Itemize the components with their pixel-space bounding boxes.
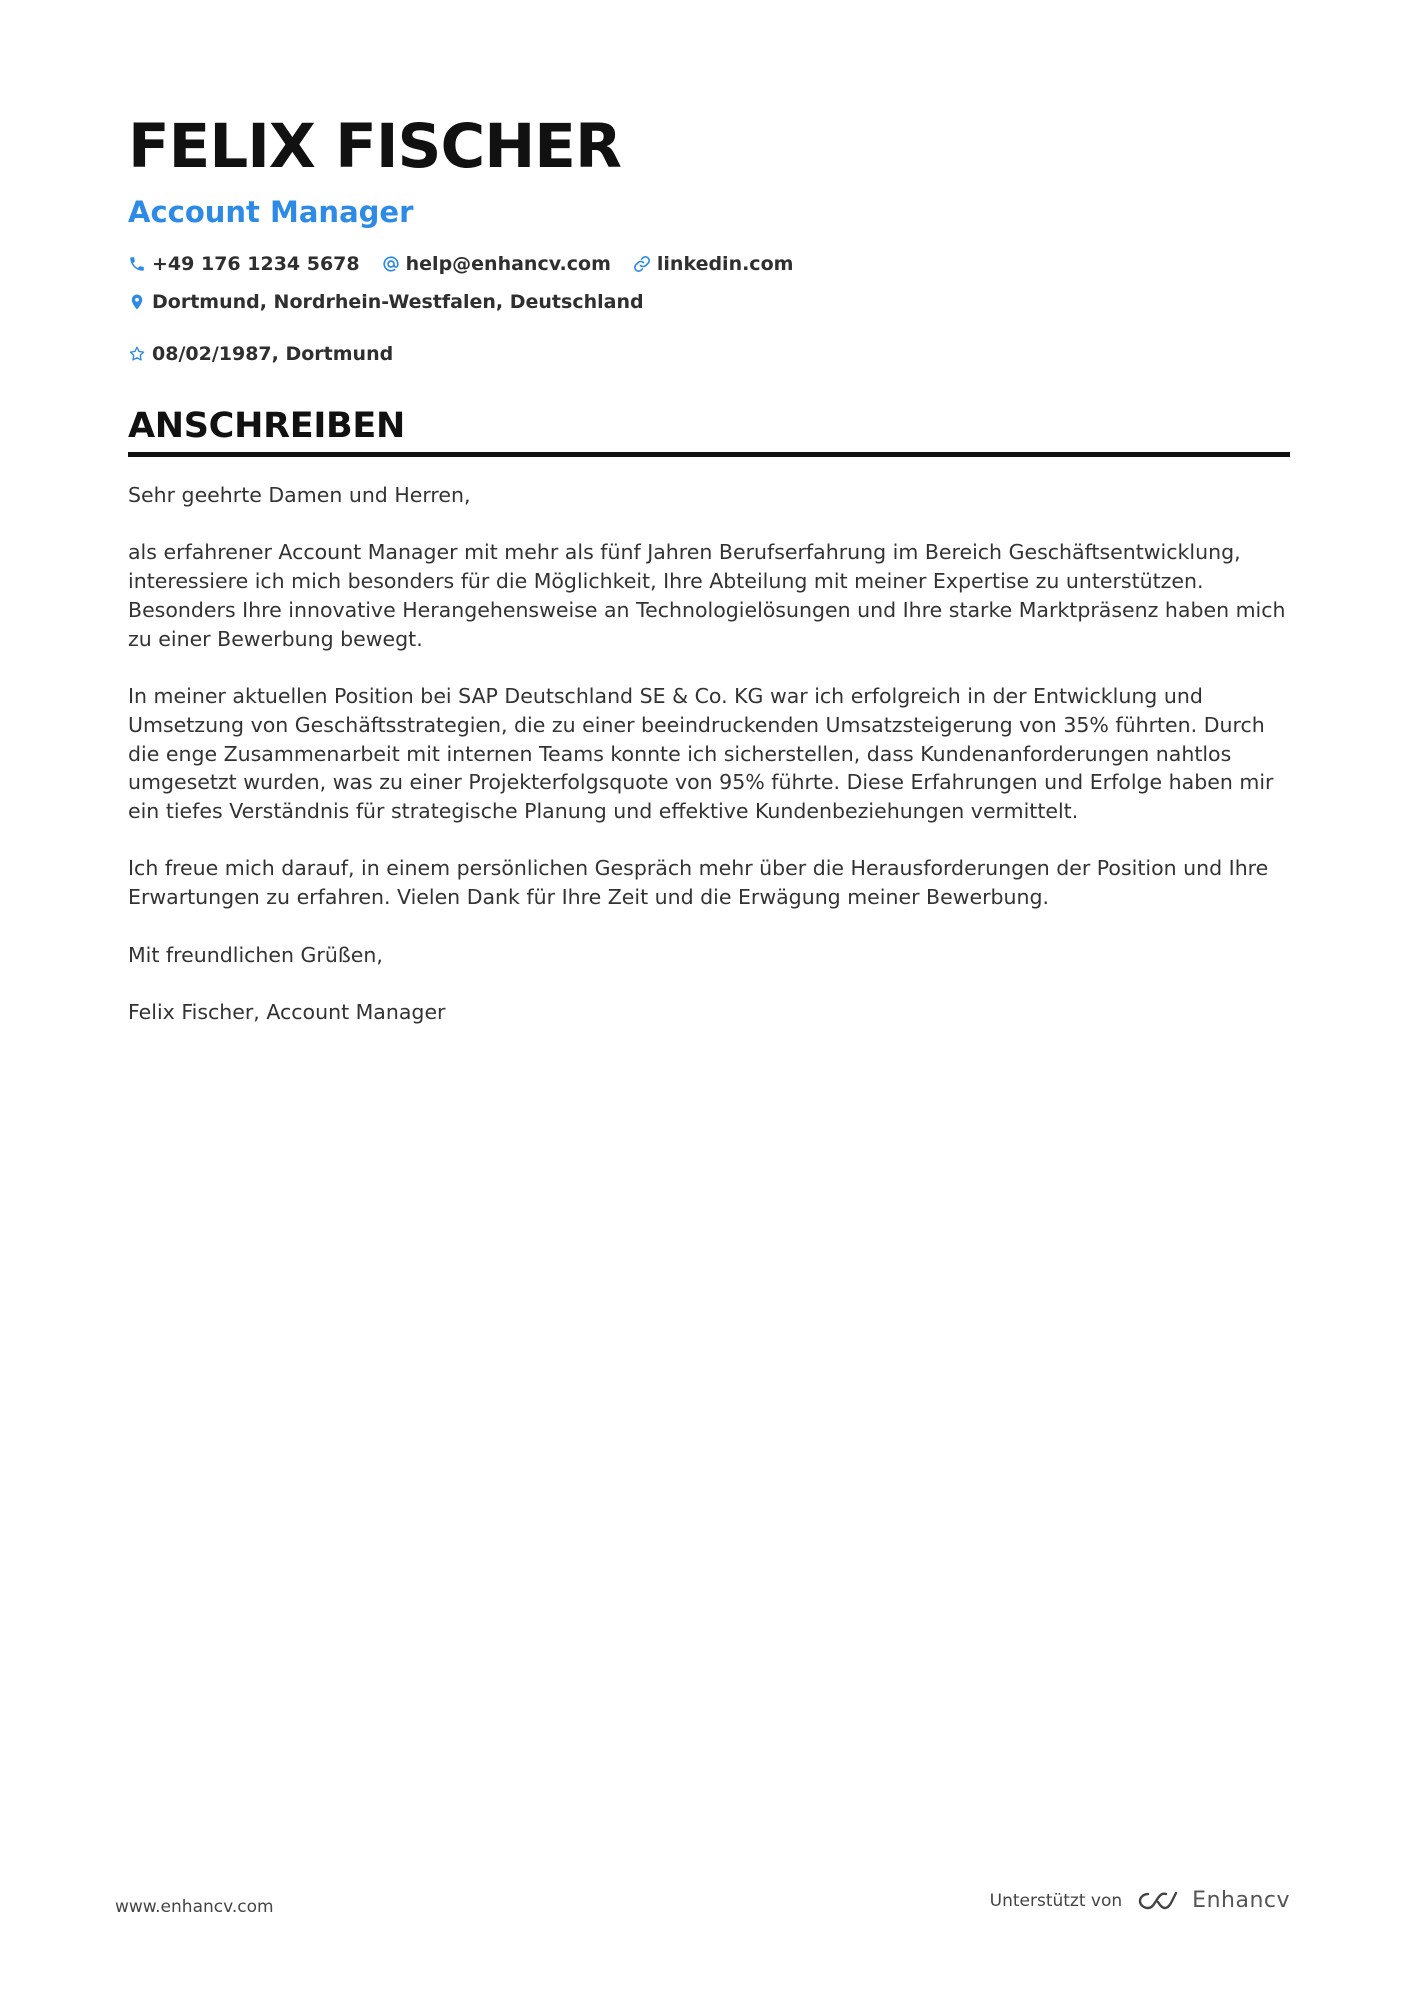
cover-letter-section xyxy=(128,404,1290,1055)
powered-by-label: Unterstützt von xyxy=(989,1891,1123,1911)
candidate-name: FELIX FISCHER xyxy=(128,111,621,182)
linkedin-link[interactable]: linkedin.com xyxy=(656,253,794,275)
job-title: Account Manager xyxy=(128,195,414,229)
paragraph-intro: als erfahrener Account Manager mit mehr als fünf Jahren Berufserfahrung im Bereich Geschäftsentwicklung, interessiere ich mich besonders für die Möglichkeit, Ihre Abteilung mit meiner Expertise zu unterstützen. Besonders Ihre innovative Herangehensweise an Technologielösungen und Ihre starke Marktpräsenz haben mich zu einer Bewerbung bewegt. xyxy=(128,540,1286,651)
section-title: ANSCHREIBEN xyxy=(128,406,406,446)
closing-phrase: Mit freundlichen Grüßen, xyxy=(128,942,383,967)
enhancv-logo-icon xyxy=(1136,1888,1180,1914)
contact-email xyxy=(382,252,611,276)
location-pin-icon xyxy=(128,293,146,311)
letter-body xyxy=(128,481,1288,1027)
email-address[interactable]: help@enhancv.com xyxy=(405,253,611,275)
at-icon xyxy=(382,255,400,273)
phone-number[interactable]: +49 176 1234 5678 xyxy=(152,253,360,275)
signature: Felix Fischer, Account Manager xyxy=(128,999,446,1024)
contact-phone xyxy=(128,252,360,276)
paragraph-closing: Ich freue mich darauf, in einem persönlichen Gespräch mehr über die Herausforderungen der Position und Ihre Erwartungen zu erfahren. Vielen Dank für Ihre Zeit und die Erwägung meiner Bewerbung. xyxy=(128,856,1269,910)
phone-icon xyxy=(128,255,146,273)
contact-birth xyxy=(128,342,393,366)
birth-date-place: 08/02/1987, Dortmund xyxy=(152,343,394,365)
contact-location xyxy=(128,290,644,314)
contact-linkedin xyxy=(633,252,794,276)
salutation: Sehr geehrte Damen und Herren, xyxy=(128,483,471,507)
footer-website[interactable]: www.enhancv.com xyxy=(115,1897,274,1917)
link-icon xyxy=(633,255,651,273)
contact-info xyxy=(128,252,1288,366)
paragraph-experience: In meiner aktuellen Position bei SAP Deutschland SE & Co. KG war ich erfolgreich in der Entwicklung und Umsetzung von Geschäftsstrategien, die zu einer beeindruckenden Umsatzsteigerung von 35% führten. Durch die enge Zusammenarbeit mit internen Teams konnte ich sicherstellen, dass Kundenanforderungen nahtlos umgesetzt wurden, was zu einer Projekterfolgsquote von 95% führte. Diese Erfahrungen und Erfolge haben mir ein tiefes Verständnis für strategische Planung und effektive Kundenbeziehungen vermittelt. xyxy=(128,683,1274,824)
brand-name: Enhancv xyxy=(1192,1888,1290,1913)
location-text: Dortmund, Nordrhein-Westfalen, Deutschland xyxy=(152,291,644,313)
section-divider xyxy=(128,452,1290,457)
star-icon xyxy=(128,345,146,363)
footer-branding xyxy=(990,1888,1290,1914)
header xyxy=(128,112,1288,366)
